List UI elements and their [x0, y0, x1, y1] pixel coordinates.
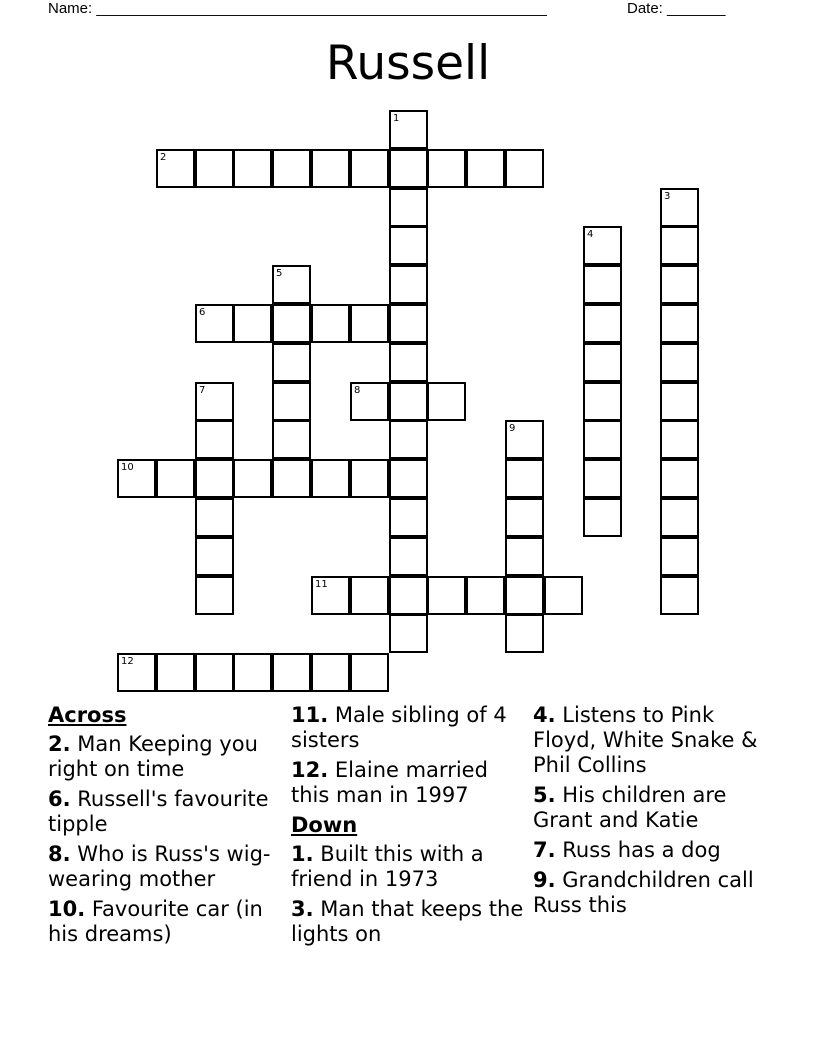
- grid-cell[interactable]: [583, 459, 622, 498]
- grid-cell[interactable]: [350, 653, 389, 692]
- clue-across-11: [291, 703, 531, 753]
- grid-cell[interactable]: [660, 382, 699, 421]
- down-heading: Down: [291, 813, 358, 837]
- grid-cell[interactable]: [272, 304, 311, 343]
- grid-cell[interactable]: [195, 498, 234, 537]
- grid-cell[interactable]: [505, 420, 544, 459]
- grid-cell[interactable]: [233, 149, 272, 188]
- grid-cell[interactable]: [466, 576, 505, 615]
- clue-text: Man Keeping you right on time: [48, 732, 258, 781]
- clue-number: 11.: [291, 703, 329, 727]
- grid-cell[interactable]: [660, 498, 699, 537]
- clue-number: 7.: [533, 838, 556, 862]
- grid-cell[interactable]: [311, 576, 350, 615]
- grid-cell[interactable]: [389, 265, 428, 304]
- grid-cell[interactable]: [583, 265, 622, 304]
- clue-across-2: [48, 732, 288, 782]
- grid-cell[interactable]: [389, 343, 428, 382]
- clue-column-1: [48, 703, 288, 952]
- grid-cell[interactable]: [195, 537, 234, 576]
- grid-cell[interactable]: [660, 576, 699, 615]
- grid-cell[interactable]: [583, 304, 622, 343]
- grid-cell[interactable]: [583, 420, 622, 459]
- grid-cell[interactable]: [311, 149, 350, 188]
- grid-cell[interactable]: [505, 459, 544, 498]
- grid-cell[interactable]: [389, 576, 428, 615]
- clue-across-6: [48, 787, 288, 837]
- clue-column-2: [291, 703, 531, 952]
- clue-across-10: [48, 897, 288, 947]
- clue-number-label: 1: [393, 113, 400, 124]
- clue-number-label: 5: [276, 268, 283, 279]
- clue-down-4: [533, 703, 773, 778]
- clue-number-label: 6: [199, 307, 206, 318]
- grid-cell[interactable]: [505, 149, 544, 188]
- grid-cell[interactable]: [660, 265, 699, 304]
- puzzle-title: Russell: [325, 36, 491, 91]
- grid-cell[interactable]: [350, 382, 389, 421]
- clue-number: 6.: [48, 787, 71, 811]
- grid-cell[interactable]: [233, 653, 272, 692]
- clue-number: 10.: [48, 897, 86, 921]
- grid-cell[interactable]: [195, 304, 234, 343]
- grid-cell[interactable]: [389, 149, 428, 188]
- clue-number: 8.: [48, 842, 71, 866]
- grid-cell[interactable]: [544, 576, 583, 615]
- clue-text: Who is Russ's wig-wearing mother: [48, 842, 271, 891]
- grid-cell[interactable]: [311, 304, 350, 343]
- clue-column-3: [533, 703, 773, 923]
- grid-cell[interactable]: [389, 420, 428, 459]
- clue-number-label: 10: [121, 462, 134, 473]
- grid-cell[interactable]: [272, 382, 311, 421]
- grid-cell[interactable]: [156, 459, 195, 498]
- clue-number-label: 8: [354, 385, 361, 396]
- clue-text: Male sibling of 4 sisters: [291, 703, 507, 752]
- grid-cell[interactable]: [195, 653, 234, 692]
- clue-number: 3.: [291, 897, 314, 921]
- grid-cell[interactable]: [389, 537, 428, 576]
- grid-cell[interactable]: [583, 343, 622, 382]
- grid-cell[interactable]: [427, 576, 466, 615]
- clue-number-label: 7: [199, 385, 206, 396]
- clue-text: Russell's favourite tipple: [48, 787, 269, 836]
- grid-cell[interactable]: [311, 653, 350, 692]
- grid-cell[interactable]: [505, 576, 544, 615]
- grid-cell[interactable]: [466, 149, 505, 188]
- clue-number: 12.: [291, 758, 329, 782]
- clue-across-12: [291, 758, 531, 808]
- clue-text: Favourite car (in his dreams): [48, 897, 263, 946]
- grid-cell[interactable]: [272, 459, 311, 498]
- clue-number-label: 11: [315, 579, 328, 590]
- grid-cell[interactable]: [505, 537, 544, 576]
- across-heading: Across: [48, 703, 127, 727]
- clue-down-7: [533, 838, 773, 863]
- grid-cell[interactable]: [389, 614, 428, 653]
- grid-cell[interactable]: [389, 498, 428, 537]
- grid-cell[interactable]: [389, 110, 428, 149]
- grid-cell[interactable]: [660, 226, 699, 265]
- clue-number-label: 4: [587, 229, 594, 240]
- clue-number-label: 12: [121, 656, 134, 667]
- clue-text: Grandchildren call Russ this: [533, 868, 754, 917]
- grid-cell[interactable]: [195, 459, 234, 498]
- grid-cell[interactable]: [389, 188, 428, 227]
- grid-cell[interactable]: [233, 459, 272, 498]
- grid-cell[interactable]: [272, 265, 311, 304]
- grid-cell[interactable]: [233, 304, 272, 343]
- grid-cell[interactable]: [272, 343, 311, 382]
- grid-cell[interactable]: [660, 420, 699, 459]
- grid-cell[interactable]: [195, 576, 234, 615]
- grid-cell[interactable]: [660, 459, 699, 498]
- clue-down-9: [533, 868, 773, 918]
- clue-down-5: [533, 783, 773, 833]
- grid-cell[interactable]: [272, 149, 311, 188]
- clue-down-3: [291, 897, 531, 947]
- clue-text: Elaine married this man in 1997: [291, 758, 488, 807]
- grid-cell[interactable]: [660, 188, 699, 227]
- grid-cell[interactable]: [389, 459, 428, 498]
- grid-cell[interactable]: [583, 498, 622, 537]
- date-field-label: Date: _______: [627, 0, 726, 17]
- clue-text: Listens to Pink Floyd, White Snake & Phil Collins: [533, 703, 758, 777]
- grid-cell[interactable]: [117, 653, 156, 692]
- clue-number-label: 2: [160, 152, 167, 163]
- grid-cell[interactable]: [350, 459, 389, 498]
- clue-across-8: [48, 842, 288, 892]
- clue-number-label: 3: [664, 191, 671, 202]
- grid-cell[interactable]: [389, 226, 428, 265]
- clue-text: Built this with a friend in 1973: [291, 842, 484, 891]
- grid-cell[interactable]: [272, 653, 311, 692]
- grid-cell[interactable]: [195, 382, 234, 421]
- grid-cell[interactable]: [311, 459, 350, 498]
- grid-cell[interactable]: [350, 304, 389, 343]
- grid-cell[interactable]: [583, 382, 622, 421]
- grid-cell[interactable]: [660, 304, 699, 343]
- clue-text: His children are Grant and Katie: [533, 783, 727, 832]
- grid-cell[interactable]: [195, 420, 234, 459]
- clue-text: Russ has a dog: [562, 838, 721, 862]
- name-field-label: Name: ______________________________________________________: [48, 0, 547, 17]
- grid-cell[interactable]: [660, 343, 699, 382]
- grid-cell[interactable]: [427, 382, 466, 421]
- grid-cell[interactable]: [583, 226, 622, 265]
- clue-number-label: 9: [509, 423, 516, 434]
- grid-cell[interactable]: [427, 149, 466, 188]
- clue-number: 5.: [533, 783, 556, 807]
- grid-cell[interactable]: [156, 149, 195, 188]
- grid-cell[interactable]: [272, 420, 311, 459]
- grid-cell[interactable]: [660, 537, 699, 576]
- clue-number: 1.: [291, 842, 314, 866]
- grid-cell[interactable]: [195, 149, 234, 188]
- clue-number: 4.: [533, 703, 556, 727]
- grid-cell[interactable]: [117, 459, 156, 498]
- grid-cell[interactable]: [389, 304, 428, 343]
- clue-number: 2.: [48, 732, 71, 756]
- grid-cell[interactable]: [156, 653, 195, 692]
- grid-cell[interactable]: [389, 382, 428, 421]
- grid-cell[interactable]: [505, 498, 544, 537]
- grid-cell[interactable]: [350, 149, 389, 188]
- grid-cell[interactable]: [505, 614, 544, 653]
- clue-down-1: [291, 842, 531, 892]
- grid-cell[interactable]: [350, 576, 389, 615]
- clue-number: 9.: [533, 868, 556, 892]
- clue-text: Man that keeps the lights on: [291, 897, 524, 946]
